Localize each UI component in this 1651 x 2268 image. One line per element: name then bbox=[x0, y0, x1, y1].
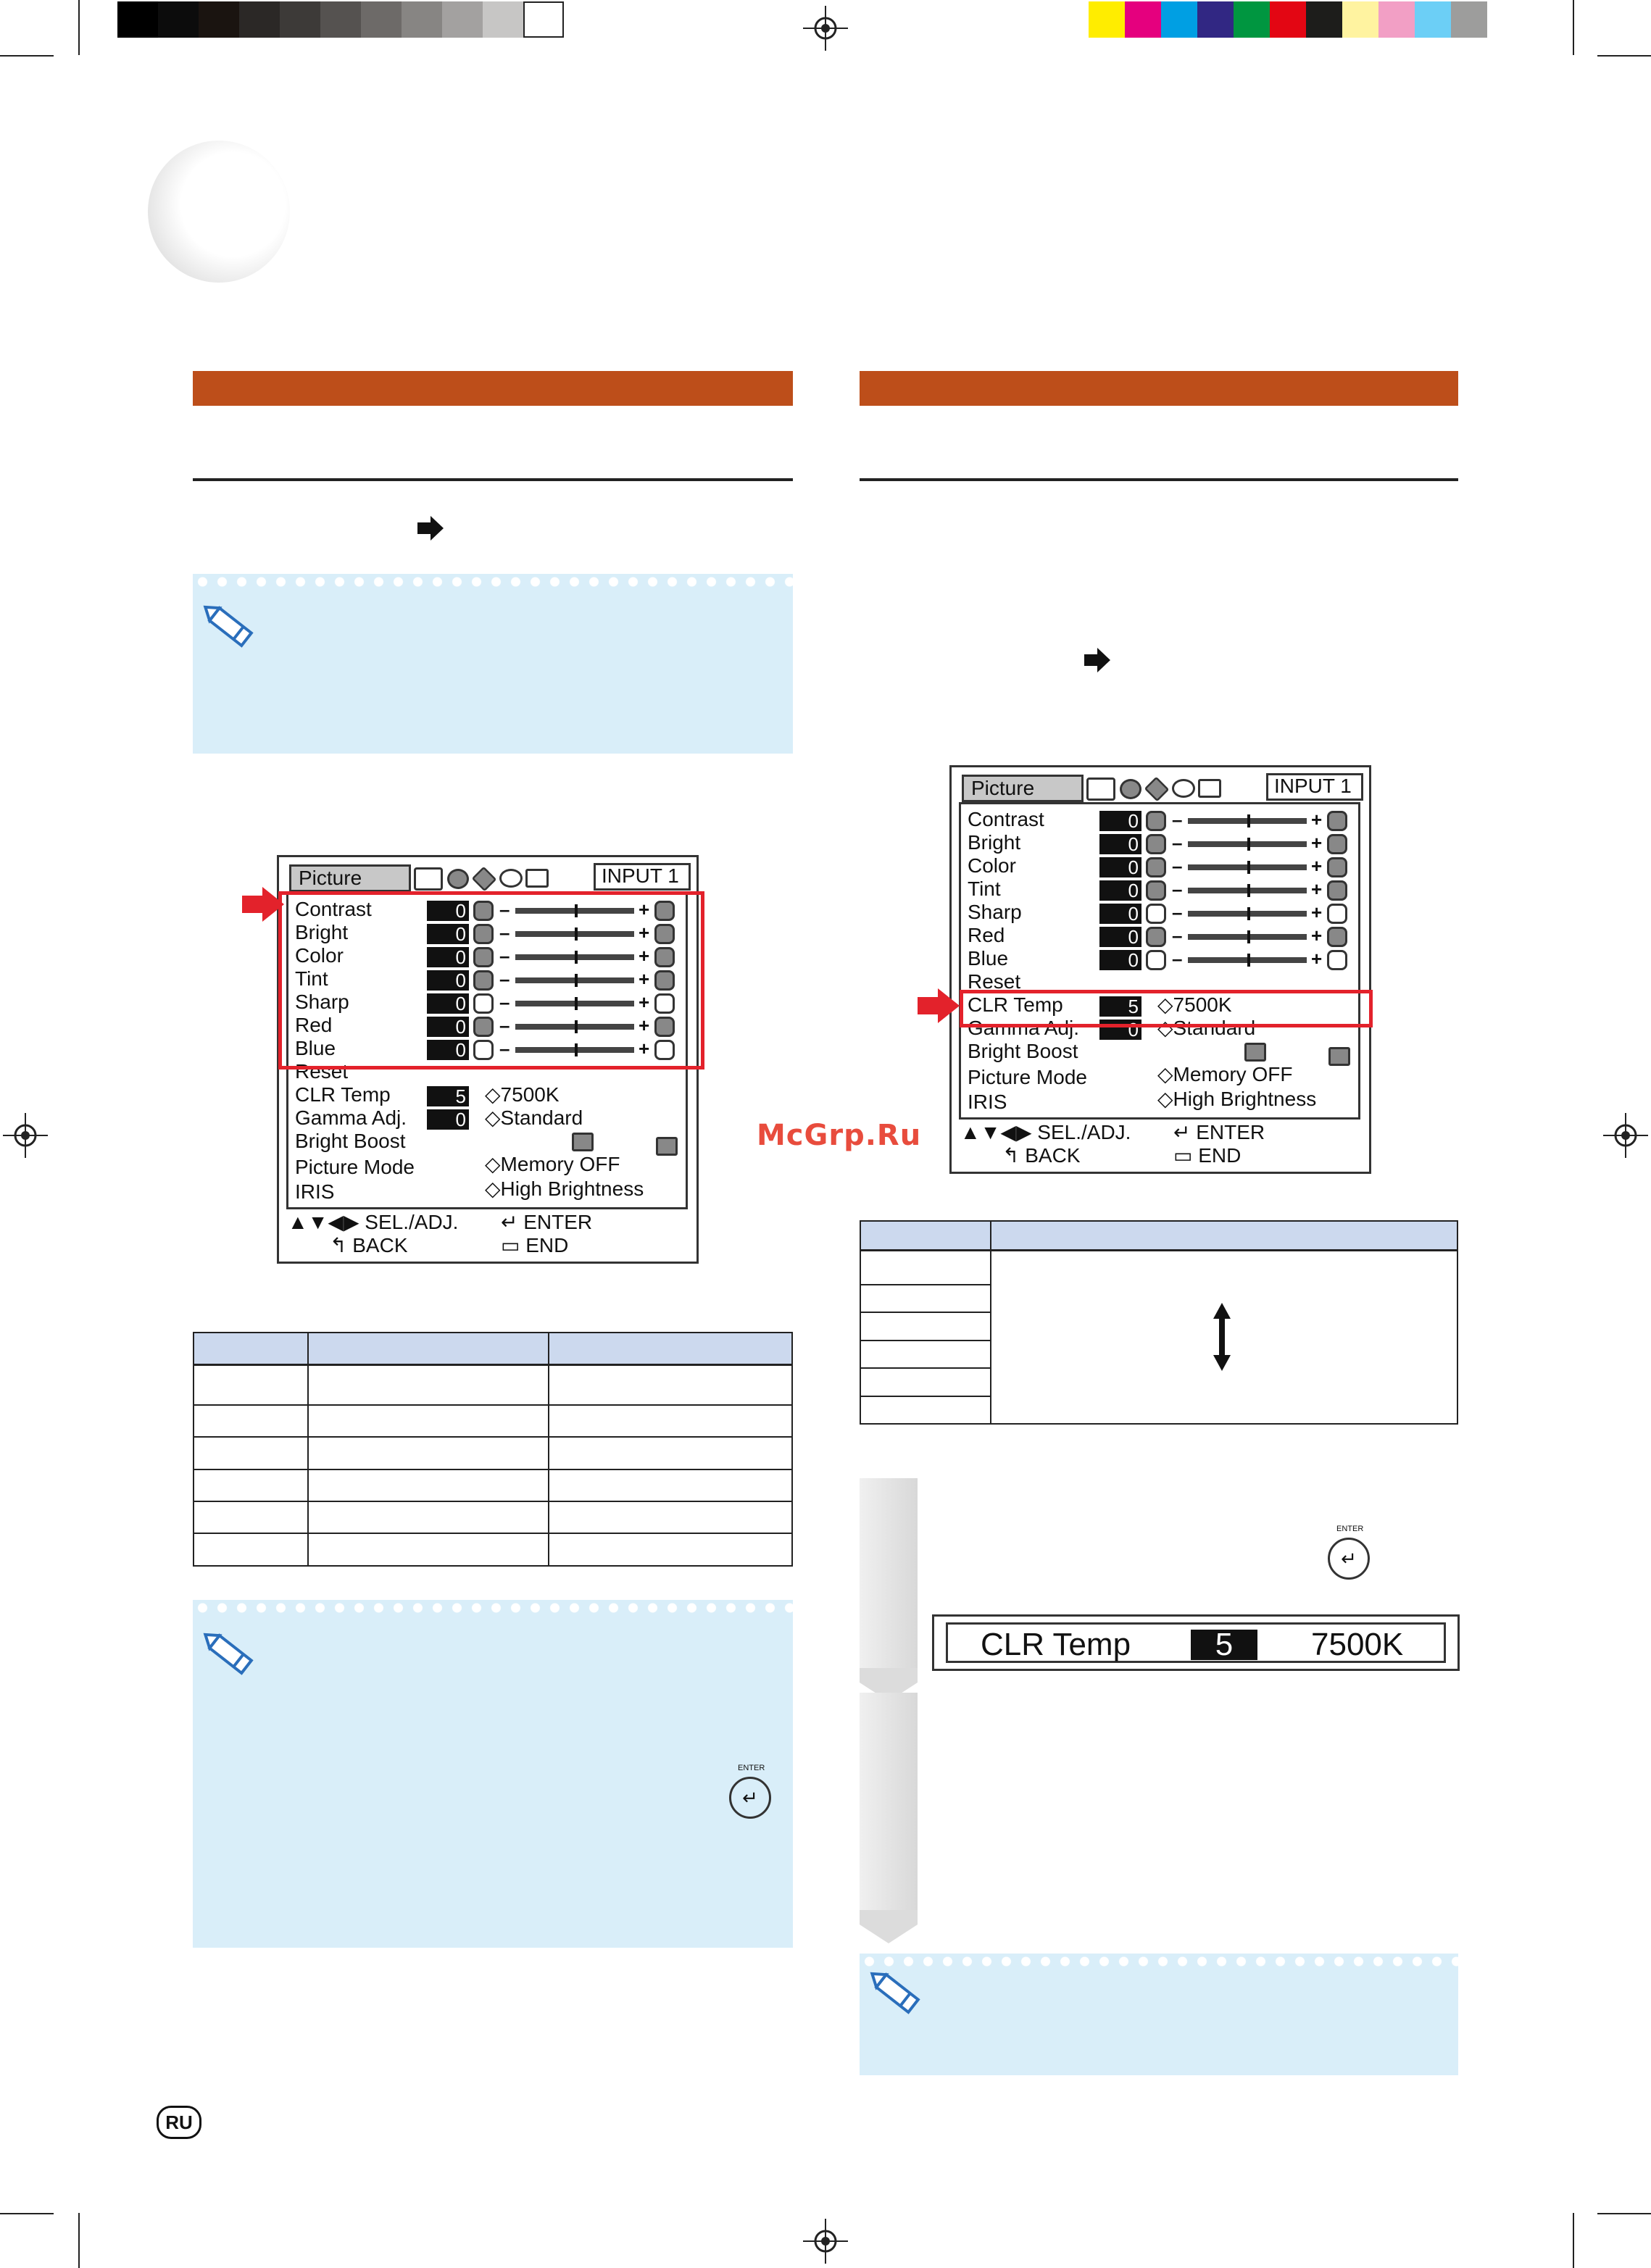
plus-icon: + bbox=[639, 945, 650, 967]
right-osd-menu bbox=[949, 765, 1371, 1174]
clr-temp-bar-value: 5 bbox=[1191, 1630, 1257, 1660]
osd-footer-sel: ▲▼◀▶ SEL./ADJ. bbox=[960, 1121, 1131, 1143]
right-highlight-box bbox=[960, 990, 1373, 1027]
osd-tab-picture[interactable]: Picture bbox=[962, 775, 1084, 802]
osd-iris-label[interactable]: IRIS bbox=[968, 1091, 1007, 1113]
osd-iris-label[interactable]: IRIS bbox=[295, 1180, 335, 1203]
plus-icon: + bbox=[639, 968, 650, 990]
plus-icon: + bbox=[1311, 901, 1323, 923]
adjust-min-icon bbox=[1146, 880, 1166, 901]
adjust-max-icon bbox=[1327, 880, 1347, 901]
osd-reset[interactable]: Reset bbox=[295, 1060, 349, 1083]
osd-picture-mode-label[interactable]: Picture Mode bbox=[968, 1066, 1087, 1088]
plus-icon: + bbox=[1311, 855, 1323, 877]
minus-icon: – bbox=[499, 1014, 510, 1036]
osd-slider-label: Color bbox=[968, 854, 1016, 877]
osd-slider-value: 0 bbox=[427, 924, 469, 944]
plus-icon: + bbox=[1311, 925, 1323, 946]
registration-mark-right bbox=[1603, 1113, 1648, 1158]
osd-picture-mode-setting: ◇Memory OFF bbox=[1157, 1063, 1293, 1085]
adjust-min-icon bbox=[1146, 927, 1166, 947]
osd-slider-label: Contrast bbox=[295, 898, 372, 920]
enter-button-icon: ↵ bbox=[1328, 1538, 1370, 1580]
osd-slider-label: Sharp bbox=[295, 991, 349, 1013]
osd-gamma-label[interactable]: Gamma Adj. bbox=[968, 1017, 1080, 1039]
clr-temp-adjust-bar bbox=[932, 1614, 1460, 1671]
pencil-note-icon bbox=[203, 1630, 258, 1678]
osd-footer-enter: ↵ ENTER bbox=[501, 1211, 593, 1233]
minus-icon: – bbox=[1172, 901, 1183, 923]
osd-slider-track[interactable] bbox=[1188, 818, 1307, 824]
osd-slider-value: 0 bbox=[1099, 857, 1141, 877]
plus-icon: + bbox=[1311, 832, 1323, 854]
osd-slider-value: 0 bbox=[427, 970, 469, 991]
osd-slider-track[interactable] bbox=[1188, 911, 1307, 917]
right-arrow-icon bbox=[1084, 648, 1110, 672]
osd-slider-label: Bright bbox=[968, 831, 1021, 854]
left-note-top bbox=[193, 574, 793, 754]
osd-slider-value: 0 bbox=[427, 1040, 469, 1060]
adjust-max-icon bbox=[1327, 811, 1347, 831]
adjust-min-icon bbox=[1146, 857, 1166, 877]
osd-footer-back: ↰ BACK bbox=[1002, 1144, 1081, 1167]
osd-slider-value: 0 bbox=[1099, 927, 1141, 947]
osd-slider-value: 0 bbox=[1099, 880, 1141, 901]
minus-icon: – bbox=[1172, 809, 1183, 830]
osd-clr-temp-label[interactable]: CLR Temp bbox=[968, 993, 1063, 1016]
osd-slider-track[interactable] bbox=[1188, 864, 1307, 870]
adjust-max-icon bbox=[1327, 950, 1347, 970]
minus-icon: – bbox=[499, 1038, 510, 1059]
left-table bbox=[193, 1332, 793, 1567]
osd-footer-end: ▭ END bbox=[1173, 1144, 1242, 1167]
header-circle bbox=[148, 141, 290, 283]
adjust-min-icon bbox=[1146, 811, 1166, 831]
osd-gamma-value: 0 bbox=[427, 1109, 469, 1130]
osd-iris-setting: ◇High Brightness bbox=[485, 1177, 644, 1200]
enter-button-label: ENTER bbox=[1336, 1525, 1364, 1533]
adjust-min-icon bbox=[1146, 904, 1166, 924]
registration-mark-left bbox=[3, 1113, 48, 1158]
osd-slider-value: 0 bbox=[427, 993, 469, 1014]
osd-input-label: INPUT 1 bbox=[1266, 773, 1363, 801]
osd-tab-picture[interactable]: Picture bbox=[289, 864, 411, 892]
plus-icon: + bbox=[639, 922, 650, 943]
minus-icon: – bbox=[1172, 948, 1183, 970]
osd-clr-temp-setting: ◇7500K bbox=[1157, 993, 1232, 1016]
osd-slider-value: 0 bbox=[427, 901, 469, 921]
minus-icon: – bbox=[499, 922, 510, 943]
osd-slider-value: 0 bbox=[1099, 811, 1141, 831]
osd-slider-value: 0 bbox=[427, 1017, 469, 1037]
minus-icon: – bbox=[499, 945, 510, 967]
plus-icon: + bbox=[639, 991, 650, 1013]
osd-clr-temp-label[interactable]: CLR Temp bbox=[295, 1083, 391, 1106]
osd-slider-label: Red bbox=[295, 1014, 333, 1036]
minus-icon: – bbox=[1172, 925, 1183, 946]
right-arrow-icon bbox=[417, 516, 444, 541]
enter-button-icon: ↵ bbox=[729, 1777, 771, 1819]
osd-tab-icons[interactable] bbox=[1086, 776, 1231, 799]
up-down-arrow-icon bbox=[1213, 1303, 1231, 1371]
left-note-bottom bbox=[193, 1600, 793, 1948]
osd-slider-value: 0 bbox=[1099, 904, 1141, 924]
adjust-max-icon bbox=[1327, 927, 1347, 947]
osd-iris-setting: ◇High Brightness bbox=[1157, 1088, 1317, 1110]
adjust-min-icon bbox=[1146, 834, 1166, 854]
osd-slider-track[interactable] bbox=[1188, 841, 1307, 847]
osd-picture-mode-setting: ◇Memory OFF bbox=[485, 1153, 620, 1175]
osd-slider-value: 0 bbox=[1099, 950, 1141, 970]
osd-slider-label: Bright bbox=[295, 921, 349, 943]
bright-boost-alt-icon bbox=[1328, 1047, 1350, 1066]
bright-boost-icon bbox=[1244, 1043, 1266, 1062]
osd-slider-label: Contrast bbox=[968, 808, 1044, 830]
osd-footer-end: ▭ END bbox=[501, 1234, 569, 1256]
osd-slider-label: Sharp bbox=[968, 901, 1022, 923]
plus-icon: + bbox=[1311, 878, 1323, 900]
right-note bbox=[860, 1954, 1458, 2075]
osd-slider-value: 0 bbox=[427, 947, 469, 967]
adjust-max-icon bbox=[1327, 834, 1347, 854]
osd-slider-track[interactable] bbox=[1188, 934, 1307, 940]
plus-icon: + bbox=[639, 1014, 650, 1036]
clr-temp-bar-label: CLR Temp bbox=[981, 1627, 1131, 1662]
osd-picture-mode-label[interactable]: Picture Mode bbox=[295, 1156, 415, 1178]
bright-boost-alt-icon bbox=[656, 1137, 678, 1156]
osd-slider-label: Color bbox=[295, 944, 344, 967]
osd-slider-label: Blue bbox=[295, 1037, 336, 1059]
watermark-text: McGrp.Ru bbox=[757, 1119, 922, 1152]
red-pointer-arrow bbox=[242, 887, 284, 922]
bright-boost-icon bbox=[572, 1133, 594, 1151]
osd-reset[interactable]: Reset bbox=[968, 970, 1021, 993]
osd-footer-back: ↰ BACK bbox=[330, 1234, 408, 1256]
step-tab-2 bbox=[860, 1693, 918, 1925]
plus-icon: + bbox=[639, 1038, 650, 1059]
language-badge: RU bbox=[157, 2106, 201, 2139]
osd-slider-label: Blue bbox=[968, 947, 1009, 970]
adjust-min-icon bbox=[1146, 950, 1166, 970]
minus-icon: – bbox=[499, 899, 510, 920]
clr-temp-bar-setting: 7500K bbox=[1311, 1627, 1404, 1662]
osd-clr-temp-value: 5 bbox=[1099, 996, 1141, 1017]
pencil-note-icon bbox=[203, 603, 258, 651]
osd-slider-value: 0 bbox=[1099, 834, 1141, 854]
osd-tab-icons[interactable] bbox=[414, 866, 559, 889]
osd-slider-label: Tint bbox=[968, 877, 1001, 900]
adjust-max-icon bbox=[1327, 857, 1347, 877]
minus-icon: – bbox=[499, 991, 510, 1013]
adjust-max-icon bbox=[1327, 904, 1347, 924]
osd-gamma-label[interactable]: Gamma Adj. bbox=[295, 1106, 407, 1129]
osd-footer-enter: ↵ ENTER bbox=[1173, 1121, 1265, 1143]
osd-bright-boost-label[interactable]: Bright Boost bbox=[295, 1130, 406, 1152]
registration-mark-top bbox=[803, 6, 848, 51]
right-section-bar bbox=[860, 371, 1458, 406]
osd-gamma-setting: ◇Standard bbox=[1157, 1017, 1256, 1039]
osd-input-label: INPUT 1 bbox=[594, 863, 691, 891]
red-pointer-arrow bbox=[918, 988, 960, 1023]
pencil-note-icon bbox=[870, 1969, 925, 2017]
osd-clr-temp-value: 5 bbox=[427, 1086, 469, 1106]
plus-icon: + bbox=[1311, 948, 1323, 970]
plus-icon: + bbox=[1311, 809, 1323, 830]
osd-footer-sel: ▲▼◀▶ SEL./ADJ. bbox=[288, 1211, 459, 1233]
osd-gamma-value: 0 bbox=[1099, 1020, 1141, 1040]
osd-slider-label: Tint bbox=[295, 967, 328, 990]
osd-gamma-setting: ◇Standard bbox=[485, 1106, 583, 1129]
left-highlight-box bbox=[278, 891, 704, 1070]
osd-slider-track[interactable] bbox=[1188, 957, 1307, 963]
right-table bbox=[860, 1220, 1458, 1425]
osd-bright-boost-label[interactable]: Bright Boost bbox=[968, 1040, 1078, 1062]
osd-clr-temp-setting: ◇7500K bbox=[485, 1083, 560, 1106]
left-section-bar bbox=[193, 371, 793, 406]
minus-icon: – bbox=[1172, 832, 1183, 854]
minus-icon: – bbox=[1172, 878, 1183, 900]
right-section-rule bbox=[860, 478, 1458, 481]
enter-button-label: ENTER bbox=[738, 1764, 765, 1772]
osd-slider-label: Red bbox=[968, 924, 1005, 946]
registration-mark-bottom bbox=[803, 2219, 848, 2264]
plus-icon: + bbox=[639, 899, 650, 920]
minus-icon: – bbox=[1172, 855, 1183, 877]
step-tab-1 bbox=[860, 1478, 918, 1683]
osd-slider-track[interactable] bbox=[1188, 888, 1307, 893]
left-section-rule bbox=[193, 478, 793, 481]
minus-icon: – bbox=[499, 968, 510, 990]
